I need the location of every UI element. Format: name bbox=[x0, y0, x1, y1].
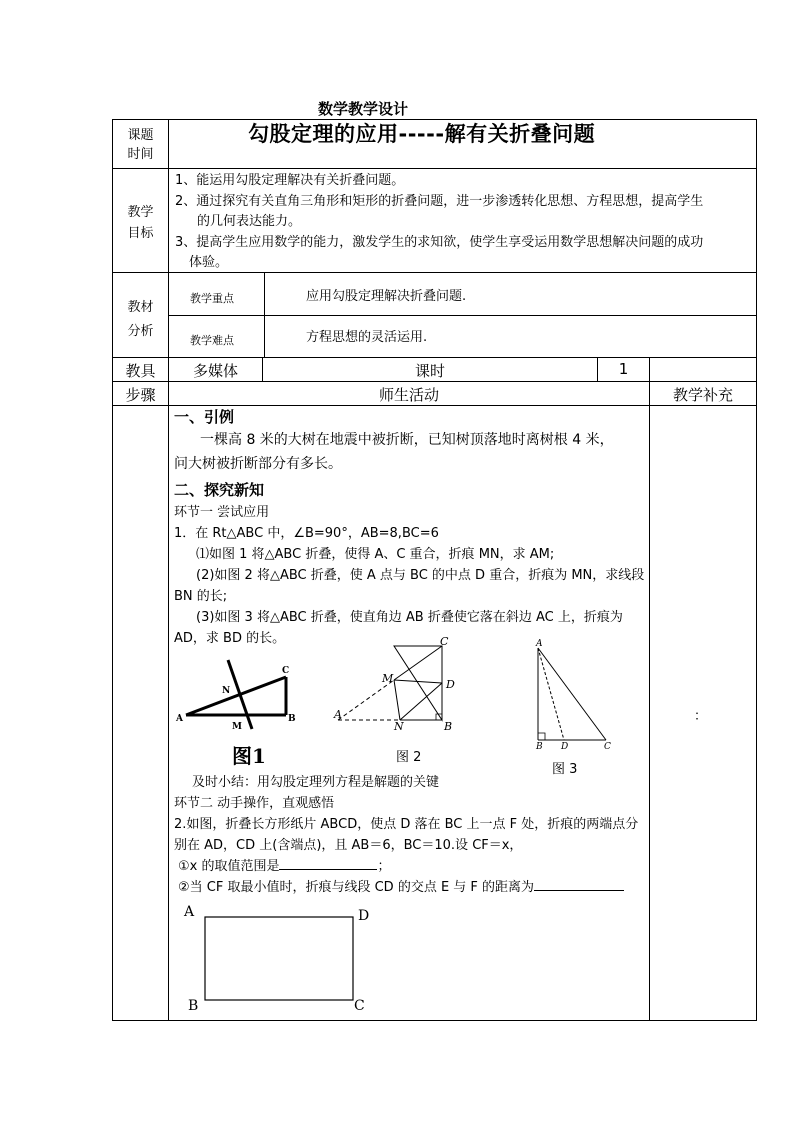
question: BN 的长; bbox=[174, 589, 228, 604]
figure-2-caption: 图 2 bbox=[396, 750, 422, 765]
goals-list bbox=[175, 171, 755, 274]
fig2-label: M bbox=[382, 672, 394, 685]
figure-3 bbox=[530, 636, 620, 754]
question: AD，求 BD 的长。 bbox=[174, 631, 286, 646]
fig1-label: B bbox=[288, 714, 296, 724]
figure-2 bbox=[330, 635, 470, 740]
topic-label: 课题 时间 bbox=[127, 128, 154, 162]
fig1-label: M bbox=[232, 722, 242, 732]
difficulty-text: 方程思想的灵活运用. bbox=[306, 330, 428, 345]
goal-item: 体验。 bbox=[189, 255, 229, 270]
key-point-label: 教学重点 bbox=[190, 292, 234, 305]
question: ⑴如图 1 将△ABC 折叠，使得 A、C 重合，折痕 MN，求 AM; bbox=[196, 547, 555, 562]
goal-item: 的几何表达能力。 bbox=[197, 214, 302, 229]
question: 1．在 Rt△ABC 中，∠B=90°，AB=8,BC=6 bbox=[174, 526, 439, 541]
tools-value: 多媒体 bbox=[192, 362, 238, 380]
fig3-label: D bbox=[561, 742, 569, 752]
paragraph: 环节一 尝试应用 bbox=[174, 505, 270, 520]
supplement-label: 教学补充 bbox=[672, 386, 733, 404]
section-title: 二、探究新知 bbox=[174, 481, 265, 499]
fig2-label: D bbox=[446, 678, 455, 691]
rect-label: D bbox=[358, 908, 370, 924]
paragraph: 问大树被折断部分有多长。 bbox=[174, 456, 342, 472]
fig3-label: C bbox=[604, 742, 611, 752]
activities-content-lower bbox=[174, 772, 646, 898]
rect-label: C bbox=[354, 998, 365, 1014]
fig2-label: N bbox=[394, 720, 404, 733]
activities-content bbox=[174, 406, 646, 649]
difficulty-label: 教学难点 bbox=[190, 334, 234, 347]
paragraph: 环节二 动手操作，直观感悟 bbox=[174, 796, 335, 811]
activities-label: 师生活动 bbox=[378, 386, 439, 404]
hours-label: 课时 bbox=[414, 362, 445, 380]
question: ②当 CF 取最小值时，折痕与线段 CD 的交点 E 与 F 的距离为 bbox=[174, 877, 646, 898]
question: ①x 的取值范围是 ； bbox=[178, 859, 391, 874]
rect-label: B bbox=[188, 998, 199, 1014]
goal-item: 1、能运用勾股定理解决有关折叠问题。 bbox=[175, 173, 405, 188]
supplement-note: ： bbox=[694, 709, 708, 724]
fig3-label: A bbox=[536, 639, 543, 649]
fig2-label: C bbox=[440, 635, 449, 648]
question: 别在 AD，CD 上(含端点)，且 AB＝6，BC＝10.设 CF＝x， bbox=[174, 838, 523, 853]
rect-label: A bbox=[184, 904, 195, 920]
steps-label: 步骤 bbox=[125, 386, 156, 404]
figure-1-caption: 图1 bbox=[232, 744, 266, 768]
fig2-label: B bbox=[444, 720, 453, 733]
paragraph: 一棵高 8 米的大树在地震中被折断，已知树顶落地时离树根 4 米， bbox=[200, 432, 614, 448]
lesson-title: 勾股定理的应用-----解有关折叠问题 bbox=[248, 122, 596, 146]
answer-blank[interactable] bbox=[534, 890, 624, 891]
fig2-label: A bbox=[334, 708, 342, 721]
answer-blank[interactable] bbox=[279, 869, 377, 870]
question: 2.如图，折叠长方形纸片 ABCD，使点 D 落在 BC 上一点 F 处，折痕的两端点分 bbox=[174, 817, 639, 832]
summary: 及时小结：用勾股定理列方程是解题的关键 bbox=[192, 775, 440, 790]
fig3-label: B bbox=[536, 742, 543, 752]
document-header: 数学教学设计 bbox=[318, 100, 409, 118]
goal-item: 3、提高学生应用数学的能力，激发学生的求知欲，使学生享受运用数学思想解决问题的成功 bbox=[175, 234, 704, 250]
question: (2)如图 2 将△ABC 折叠，使 A 点与 BC 的中点 D 重合，折痕为 MN，求线段 bbox=[196, 568, 645, 583]
figure-3-caption: 图 3 bbox=[552, 762, 578, 777]
fig1-label: C bbox=[282, 666, 290, 676]
fig1-label: N bbox=[222, 686, 231, 696]
key-point-text: 应用勾股定理解决折叠问题. bbox=[306, 289, 467, 304]
goals-label: 教学 目标 bbox=[127, 205, 154, 241]
rectangle-figure bbox=[180, 900, 380, 1016]
tools-label: 教具 bbox=[125, 362, 156, 380]
section-title: 一、引例 bbox=[174, 408, 235, 426]
fig1-label: A bbox=[176, 714, 183, 724]
goal-item: 2、通过探究有关直角三角形和矩形的折叠问题，进一步渗透转化思想、方程思想，提高学生 bbox=[175, 193, 704, 209]
question: (3)如图 3 将△ABC 折叠，使直角边 AB 折叠使它落在斜边 AC 上，折痕为 bbox=[196, 610, 623, 625]
hours-value: 1 bbox=[618, 360, 629, 378]
analysis-label: 教材 分析 bbox=[127, 300, 154, 339]
